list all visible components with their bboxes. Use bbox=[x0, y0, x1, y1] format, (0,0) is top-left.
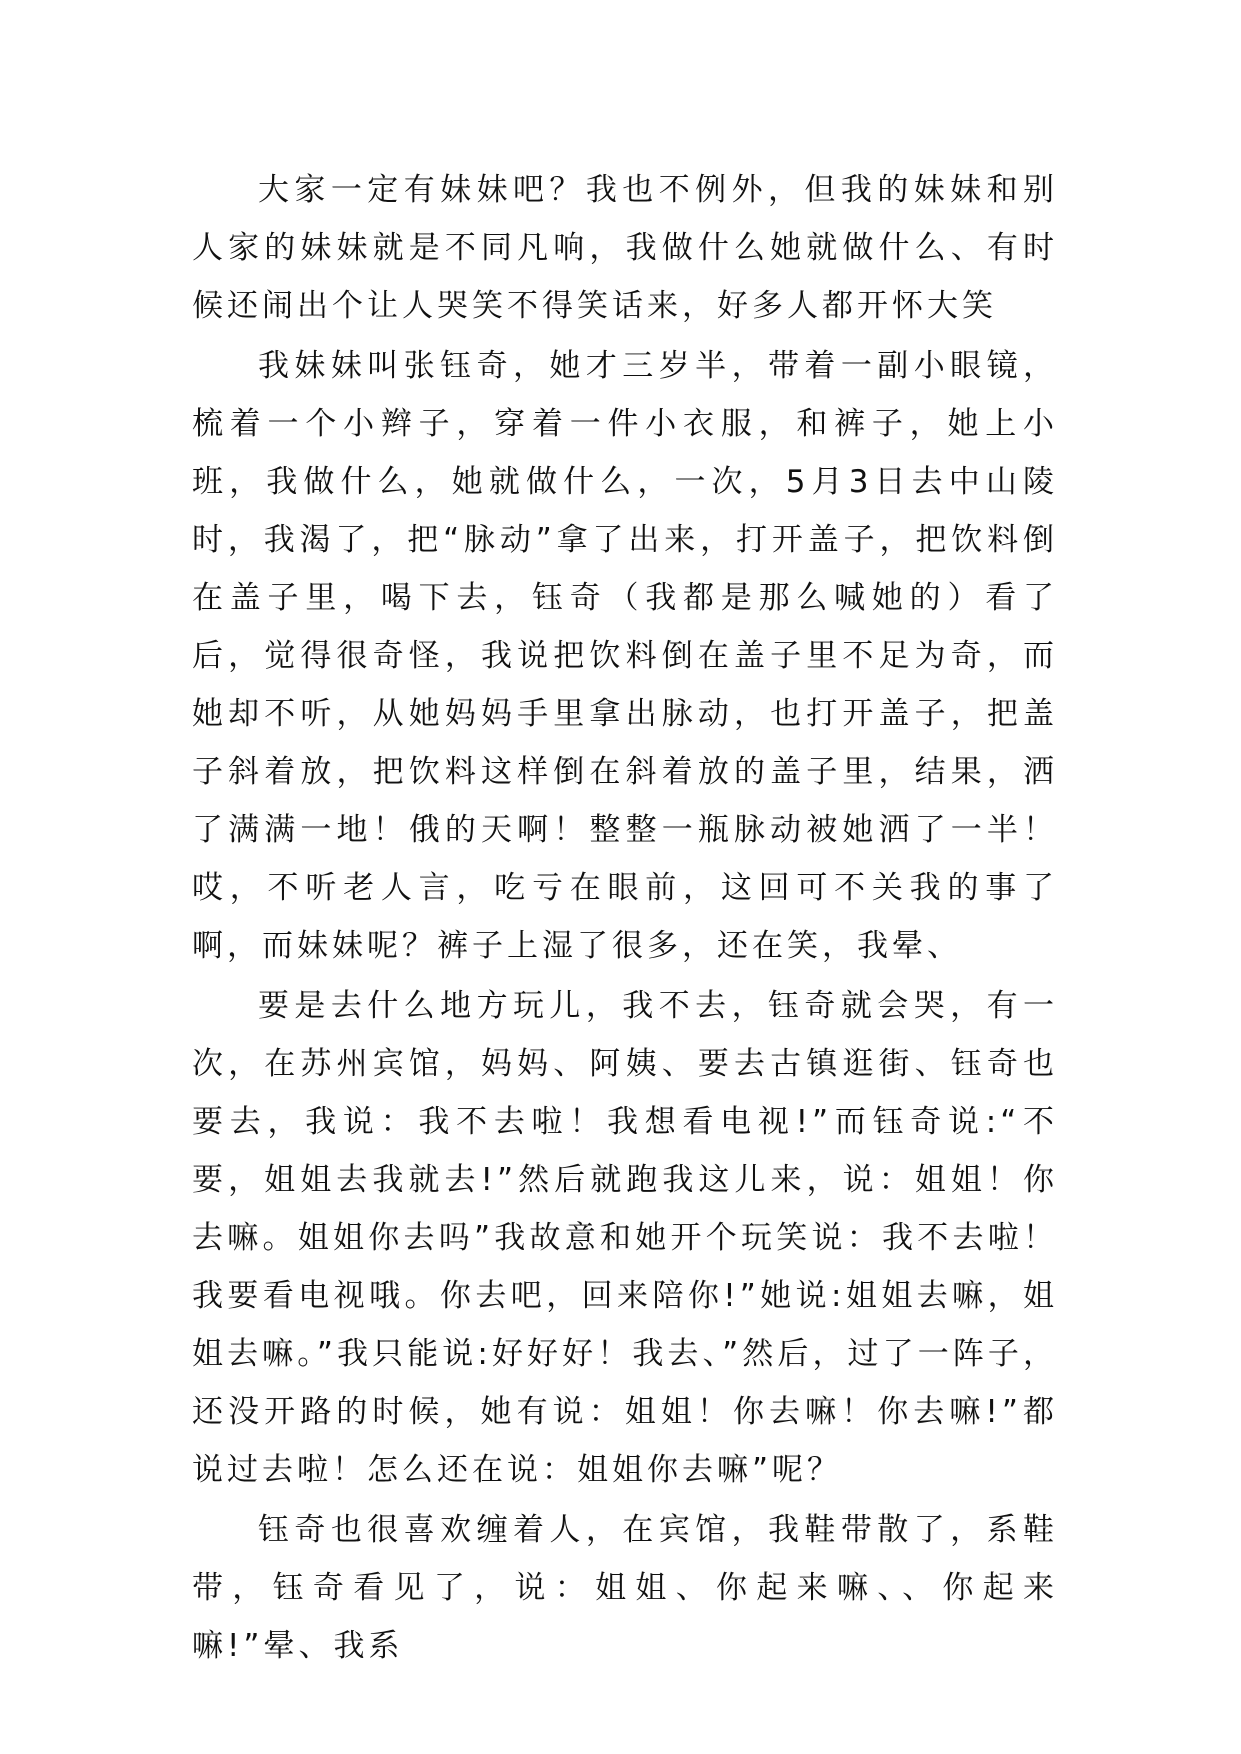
document-body bbox=[192, 161, 1058, 1677]
paragraph-4: 钰奇也很喜欢缠着人，在宾馆，我鞋带散了，系鞋带，钰奇看见了，说：姐姐、你起来嘛、、你起来嘛!”晕、我系 bbox=[192, 1512, 1058, 1664]
paragraph-3: 要是去什么地方玩儿，我不去，钰奇就会哭，有一次，在苏州宾馆，妈妈、阿姨、要去古镇逛街、钰奇也要去，我说：我不去啦！我想看电视!”而钰奇说:“不要，姐姐去我就去!”然后就跑我这儿来，说：姐姐！你去嘛。姐姐你去吗”我故意和她开个玩笑说：我不去啦！我要看电视哦。你去吧，回来陪你!”她说:姐姐去嘛，姐姐去嘛。”我只能说:好好好！我去、”然后，过了一阵子，还没开路的时候，她有说：姐姐！你去嘛！你去嘛!”都说过去啦！怎么还在说：姐姐你去嘛”呢？ bbox=[192, 988, 1058, 1488]
paragraph-1: 大家一定有妹妹吧？我也不例外，但我的妹妹和别人家的妹妹就是不同凡响，我做什么她就做什么、有时候还闹出个让人哭笑不得笑话来，好多人都开怀大笑 bbox=[192, 172, 1058, 324]
paragraph-2: 我妹妹叫张钰奇，她才三岁半，带着一副小眼镜，梳着一个小辫子，穿着一件小衣服，和裤子，她上小班，我做什么，她就做什么，一次，5月3日去中山陵时，我渴了，把“脉动”拿了出来，打开盖子，把饮料倒在盖子里，喝下去，钰奇（我都是那么喊她的）看了后，觉得很奇怪，我说把饮料倒在盖子里不足为奇，而她却不听，从她妈妈手里拿出脉动，也打开盖子，把盖子斜着放，把饮料这样倒在斜着放的盖子里，结果，洒了满满一地！俄的天啊！整整一瓶脉动被她洒了一半！哎，不听老人言，吃亏在眼前，这回可不关我的事了啊，而妹妹呢？裤子上湿了很多，还在笑，我晕、 bbox=[192, 348, 1058, 964]
